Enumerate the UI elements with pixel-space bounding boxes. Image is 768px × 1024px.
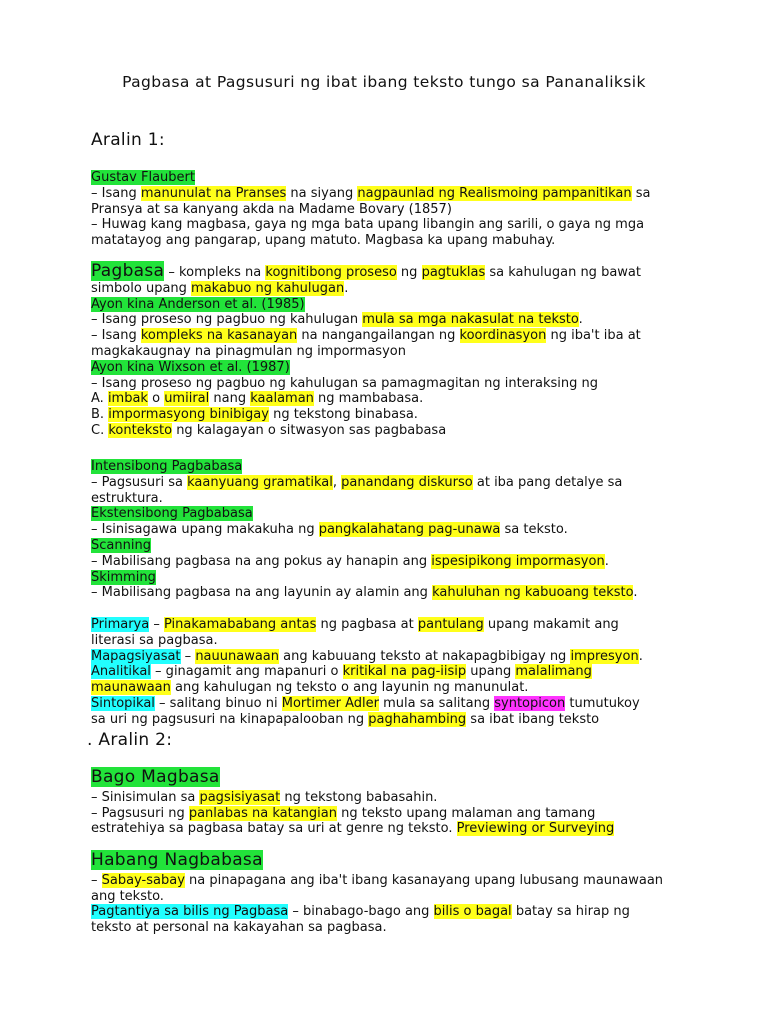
term-pagtantiya: Pagtantiya sa bilis ng Pagbasa xyxy=(91,904,289,920)
highlight: Mortimer Adler xyxy=(281,695,379,711)
highlight: bilis o bagal xyxy=(433,904,512,920)
text-line: Pagtantiya sa bilis ng Pagbasa – binabago-bago ang bilis o bagal batay sa hirap ng xyxy=(91,904,630,920)
highlight: makabuo ng kahulugan xyxy=(191,280,345,296)
highlight: kritikal na pag-iisip xyxy=(342,664,467,680)
text-line: – Isang kompleks na kasanayan na nangangailangan ng koordinasyon ng iba't iba at xyxy=(91,328,641,344)
text-line: – Mabilisang pagbasa na ang pokus ay hanapin ang ispesipikong impormasyon. xyxy=(91,553,609,569)
highlight: umiiral xyxy=(164,391,210,407)
term-scanning: Scanning xyxy=(91,537,151,553)
text-line: A. imbak o umiiral nang kaalaman ng mambabasa. xyxy=(91,391,424,407)
highlight: kompleks na kasanayan xyxy=(140,328,298,344)
term-sintopikal: Sintopikal xyxy=(91,695,155,711)
text-line: – Huwag kang magbasa, gaya ng mga bata upang libangin ang sarili, o gaya ng mga xyxy=(91,217,645,233)
term-skimming: Skimming xyxy=(91,569,156,585)
term-gustav-flaubert: Gustav Flaubert xyxy=(91,170,195,185)
text-line: Primarya – Pinakamababang antas ng pagbasa at pantulang upang makamit ang xyxy=(91,617,619,632)
text-line: Pagbasa – kompleks na kognitibong proseso ng pagtuklas sa kahulugan ng bawat xyxy=(91,261,641,281)
highlight: maunawaan xyxy=(91,680,171,696)
text-line: – Isang manunulat na Pranses na siyang nagpaunlad ng Realismoing pampanitikan sa xyxy=(91,185,651,201)
term-primarya: Primarya xyxy=(91,617,150,632)
highlight: impormasyong binibigay xyxy=(108,407,269,423)
term-analitikal: Analitikal xyxy=(91,664,151,680)
highlight-magenta: syntopicon xyxy=(494,695,566,711)
highlight: pagsisiyasat xyxy=(199,789,281,805)
highlight: pantulang xyxy=(417,617,484,632)
text-line: estratehiya sa pagbasa batay sa uri at genre ng teksto. Previewing or Surveying xyxy=(91,821,615,837)
habang-nagbabasa-section xyxy=(91,850,681,936)
highlight: mula sa mga nakasulat na teksto xyxy=(362,312,579,328)
text-line: – Mabilisang pagbasa na ang layunin ay alamin ang kahuluhan ng kabuoang teksto. xyxy=(91,585,638,601)
text-line: – Pagsusuri ng panlabas na katangian ng teksto upang malaman ang tamang xyxy=(91,805,596,821)
highlight: impresyon xyxy=(570,648,639,664)
flaubert-section xyxy=(91,170,681,249)
highlight: Sabay-sabay xyxy=(101,872,185,888)
highlight: Pinakamababang antas xyxy=(163,617,317,632)
text-line: Sintopikal – salitang binuo ni Mortimer Adler mula sa salitang syntopicon tumutukoy xyxy=(91,695,640,711)
text-line: B. impormasyong binibigay ng tekstong binabasa. xyxy=(91,407,418,423)
highlight: imbak xyxy=(107,391,148,407)
heading-habang-nagbabasa: Habang Nagbabasa xyxy=(91,850,263,870)
highlight: koordinasyon xyxy=(459,328,547,344)
text-line: maunawaan ang kahulugan ng teksto o ang layunin ng manunulat. xyxy=(91,680,529,696)
highlight: pangkalahatang pag-unawa xyxy=(318,522,501,538)
reading-types-section xyxy=(91,459,681,601)
text-line: C. konteksto ng kalagayan o sitwasyon sas pagbabasa xyxy=(91,422,447,438)
text-line: Pransya at sa kanyang akda na Madame Bovary (1857) xyxy=(91,201,452,217)
highlight: pagtuklas xyxy=(421,265,486,280)
text-line: literasi sa pagbasa. xyxy=(91,632,218,648)
highlight: nauunawaan xyxy=(195,648,280,664)
text-line: – Sinisimulan sa pagsisiyasat ng tekstong babasahin. xyxy=(91,789,438,805)
pagbasa-section xyxy=(91,261,681,439)
heading-bago-magbasa: Bago Magbasa xyxy=(91,767,220,787)
highlight: panandang diskurso xyxy=(341,474,473,490)
highlight: paghahambing xyxy=(368,711,467,727)
highlight: ispesipikong impormasyon xyxy=(431,553,605,569)
reading-levels-section xyxy=(91,617,681,728)
text-line: – Isang proseso ng pagbuo ng kahulugan mula sa mga nakasulat na teksto. xyxy=(91,312,583,328)
text-line: – Pagsusuri sa kaanyuang gramatikal, panandang diskurso at iba pang detalye sa xyxy=(91,474,623,490)
highlight: panlabas na katangian xyxy=(188,805,337,821)
bago-magbasa-section xyxy=(91,767,681,837)
highlight: kaalaman xyxy=(250,391,314,407)
text-line: matatayog ang pangarap, upang matuto. Magbasa ka upang mabuhay. xyxy=(91,233,556,249)
term-ekstensibong-pagbabasa: Ekstensibong Pagbabasa xyxy=(91,506,253,522)
text-line: sa uri ng pagsusuri na kinapapalooban ng paghahambing sa ibat ibang teksto xyxy=(91,711,600,727)
text-line: simbolo upang makabuo ng kahulugan. xyxy=(91,280,349,296)
highlight: kahuluhan ng kabuoang teksto xyxy=(432,585,634,601)
term-anderson: Ayon kina Anderson et al. (1985) xyxy=(91,296,305,312)
lesson-2-heading: . Aralin 2: xyxy=(87,730,173,750)
highlight: manunulat na Pranses xyxy=(140,185,287,201)
highlight: kaanyuang gramatikal xyxy=(187,474,333,490)
text-line: – Isinisagawa upang makakuha ng pangkalahatang pag-unawa sa teksto. xyxy=(91,522,568,538)
text-line: magkakaugnay na pinagmulan ng impormasyon xyxy=(91,343,406,359)
text-line: estruktura. xyxy=(91,490,163,506)
term-pagbasa: Pagbasa xyxy=(91,261,165,281)
term-intensibong-pagbabasa: Intensibong Pagbabasa xyxy=(91,459,243,474)
text-line: teksto at personal na kakayahan sa pagbasa. xyxy=(91,920,387,936)
highlight: malalimang xyxy=(515,664,592,680)
term-wixson: Ayon kina Wixson et al. (1987) xyxy=(91,359,290,375)
lesson-1-heading: Aralin 1: xyxy=(91,130,165,150)
text-line: Analitikal – ginagamit ang mapanuri o kritikal na pag-iisip upang malalimang xyxy=(91,664,592,680)
highlight: nagpaunlad ng Realismoing pampanitikan xyxy=(357,185,632,201)
text-line: – Sabay-sabay na pinapagana ang iba't ibang kasanayang upang lubusang maunawaan xyxy=(91,872,664,888)
term-mapagsiyasat: Mapagsiyasat xyxy=(91,648,181,664)
highlight: konteksto xyxy=(108,422,173,438)
document-title: Pagbasa at Pagsusuri ng ibat ibang teksto tungo sa Pananaliksik xyxy=(122,73,646,91)
text-line: ang teksto. xyxy=(91,888,164,904)
highlight: kognitibong proseso xyxy=(265,265,397,280)
highlight: Previewing or Surveying xyxy=(456,821,615,837)
text-line: Mapagsiyasat – nauunawaan ang kabuuang teksto at nakapagbibigay ng impresyon. xyxy=(91,648,643,664)
text-line: – Isang proseso ng pagbuo ng kahulugan sa pamagmagitan ng interaksing ng xyxy=(91,375,599,391)
